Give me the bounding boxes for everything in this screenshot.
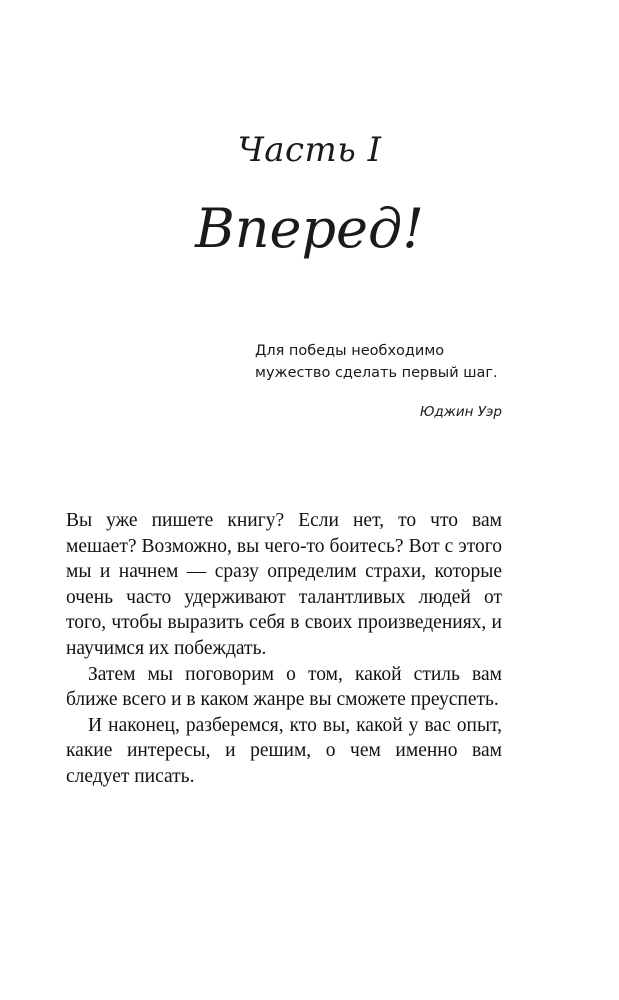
part-label: Часть I [237,130,382,170]
part-title: Вперед! [195,197,424,260]
paragraph: И наконец, разберемся, кто вы, какой у вас опыт, какие интересы, и решим, о чем именно вам следует писать. [66,714,502,787]
epigraph-quote: Для победы необходимо мужество сделать первый шаг. [255,343,498,381]
epigraph-author: Юджин Уэр [419,404,502,420]
paragraph: Затем мы поговорим о том, какой стиль вам ближе всего и в каком жанре вы сможете преуспеть. [66,663,502,711]
body-text [66,508,502,790]
paragraph: Вы уже пишете книгу? Если нет, то что вам мешает? Возможно, вы чего-то боитесь? Вот с этого мы и начнем — сразу определим страхи, которые очень часто удерживают талантливых людей от того, чтобы выразить себя в своих произведениях, и научимся их побеждать. [66,510,502,659]
